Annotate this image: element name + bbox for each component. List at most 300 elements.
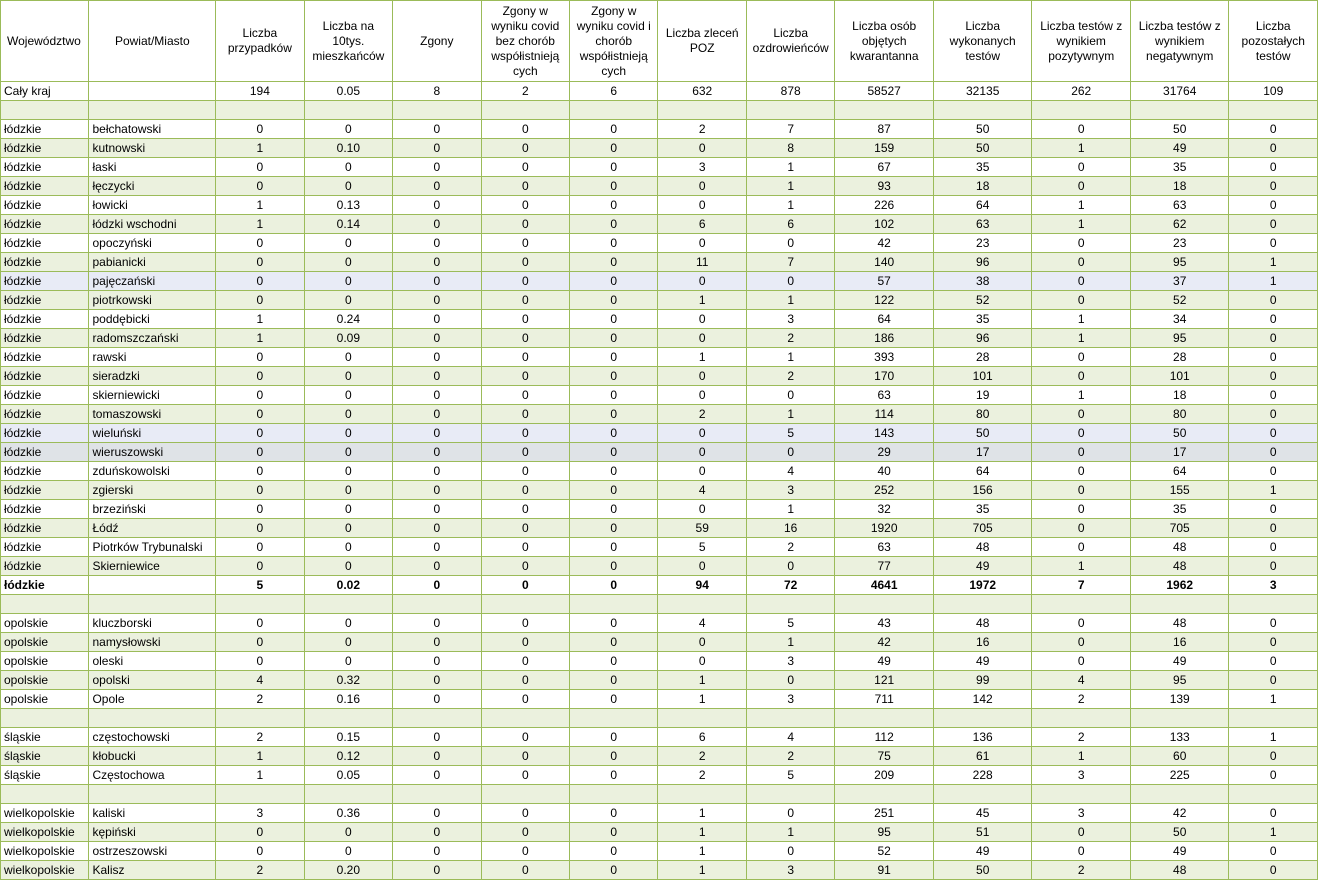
cell-value: 0 [304, 519, 392, 538]
cell-value: 3 [1032, 804, 1131, 823]
cell-value: 0 [304, 652, 392, 671]
cell-value: 0 [393, 766, 481, 785]
cell-value: 95 [1130, 329, 1229, 348]
cell-value: 225 [1130, 766, 1229, 785]
cell-value: 0 [570, 405, 658, 424]
cell-value: 0 [216, 120, 304, 139]
cell-value: 0 [481, 747, 569, 766]
cell-value: 0 [658, 177, 746, 196]
cell-value: 0 [216, 652, 304, 671]
cell-value: 19 [933, 386, 1032, 405]
cell-value: 1972 [933, 576, 1032, 595]
cell-value: 43 [835, 614, 934, 633]
cell-value [835, 101, 934, 120]
cell-powiat: pabianicki [89, 253, 216, 272]
cell-value: 49 [933, 557, 1032, 576]
cell-value: 1 [658, 690, 746, 709]
cell-value: 0 [570, 443, 658, 462]
cell-value: 1 [746, 500, 834, 519]
cell-value: 0 [393, 500, 481, 519]
cell-value: 2 [1032, 690, 1131, 709]
cell-value: 0 [658, 272, 746, 291]
cell-value: 0 [570, 177, 658, 196]
cell-value [658, 595, 746, 614]
cell-value: 63 [835, 538, 934, 557]
cell-powiat: zgierski [89, 481, 216, 500]
cell-value: 50 [1130, 120, 1229, 139]
cell-value: 0 [481, 557, 569, 576]
cell-value: 35 [1130, 158, 1229, 177]
cell-value: 1 [1229, 690, 1318, 709]
cell-value: 0 [216, 823, 304, 842]
cell-value: 0 [481, 234, 569, 253]
cell-value: 28 [933, 348, 1032, 367]
table-body [1, 82, 1318, 880]
cell-powiat: radomszczański [89, 329, 216, 348]
table-row [1, 158, 1318, 177]
cell-value: 0 [304, 348, 392, 367]
cell-value: 1 [1229, 728, 1318, 747]
cell-wojewodztwo: łódzkie [1, 253, 89, 272]
cell-value: 0.16 [304, 690, 392, 709]
cell-value: 42 [835, 234, 934, 253]
cell-value [1032, 785, 1131, 804]
cell-wojewodztwo: łódzkie [1, 424, 89, 443]
cell-value: 1 [1032, 747, 1131, 766]
cell-value: 0 [304, 177, 392, 196]
cell-value: 0 [393, 861, 481, 880]
cell-value: 1 [1229, 481, 1318, 500]
table-row [1, 519, 1318, 538]
cell-value: 0 [481, 633, 569, 652]
cell-value: 0 [1032, 120, 1131, 139]
cell-value: 0 [304, 291, 392, 310]
cell-value: 0 [393, 538, 481, 557]
cell-value: 0 [393, 671, 481, 690]
cell-value: 52 [835, 842, 934, 861]
cell-value: 143 [835, 424, 934, 443]
cell-value: 0 [481, 519, 569, 538]
table-row [1, 766, 1318, 785]
cell-value: 0.02 [304, 576, 392, 595]
cell-value [1229, 785, 1318, 804]
cell-value: 80 [1130, 405, 1229, 424]
cell-value: 49 [1130, 139, 1229, 158]
cell-value: 8 [393, 82, 481, 101]
cell-value: 0 [1229, 443, 1318, 462]
cell-value: 170 [835, 367, 934, 386]
cell-wojewodztwo: łódzkie [1, 139, 89, 158]
cell-value: 705 [933, 519, 1032, 538]
cell-value: 0 [216, 500, 304, 519]
spacer-row [1, 101, 1318, 120]
cell-value: 5 [216, 576, 304, 595]
cell-value: 194 [216, 82, 304, 101]
cell-value: 38 [933, 272, 1032, 291]
cell-value: 0 [393, 310, 481, 329]
cell-value: 0 [570, 633, 658, 652]
cell-value: 16 [746, 519, 834, 538]
cell-value: 1 [1229, 272, 1318, 291]
column-header: Liczba wykonanych testów [933, 1, 1032, 82]
cell-value: 0 [393, 633, 481, 652]
cell-value: 0 [570, 690, 658, 709]
cell-value [933, 101, 1032, 120]
cell-value: 0 [570, 139, 658, 158]
cell-value: 228 [933, 766, 1032, 785]
cell-wojewodztwo: wielkopolskie [1, 861, 89, 880]
cell-value: 0 [570, 481, 658, 500]
cell-value: 0 [304, 842, 392, 861]
cell-powiat [89, 576, 216, 595]
cell-value: 0 [393, 481, 481, 500]
cell-value: 0 [1229, 234, 1318, 253]
cell-value: 0 [481, 728, 569, 747]
cell-wojewodztwo: Cały kraj [1, 82, 89, 101]
table-row [1, 443, 1318, 462]
cell-value: 0 [1229, 500, 1318, 519]
cell-value: 1 [216, 329, 304, 348]
table-row [1, 139, 1318, 158]
cell-value [1229, 595, 1318, 614]
table-row [1, 481, 1318, 500]
cell-value: 109 [1229, 82, 1318, 101]
cell-value: 0 [481, 386, 569, 405]
cell-value: 0 [304, 272, 392, 291]
cell-value: 0 [481, 272, 569, 291]
cell-value: 0 [1229, 538, 1318, 557]
cell-value: 49 [933, 652, 1032, 671]
cell-value: 52 [1130, 291, 1229, 310]
table-row [1, 310, 1318, 329]
cell-value: 0 [570, 823, 658, 842]
cell-value: 0 [570, 747, 658, 766]
cell-value: 0 [570, 234, 658, 253]
cell-value [746, 785, 834, 804]
cell-value: 0.14 [304, 215, 392, 234]
cell-value: 1 [746, 177, 834, 196]
cell-value: 18 [933, 177, 1032, 196]
cell-value: 0.13 [304, 196, 392, 215]
cell-value: 0 [1229, 310, 1318, 329]
cell-value: 0 [393, 329, 481, 348]
cell-value: 0 [746, 842, 834, 861]
table-row [1, 196, 1318, 215]
cell-value: 0 [1032, 348, 1131, 367]
cell-value [216, 709, 304, 728]
cell-value: 0 [304, 234, 392, 253]
cell-value: 2 [216, 690, 304, 709]
cell-wojewodztwo: łódzkie [1, 481, 89, 500]
cell-value: 1 [658, 671, 746, 690]
cell-value [1032, 709, 1131, 728]
cell-value: 0 [481, 348, 569, 367]
cell-value [1130, 101, 1229, 120]
cell-value: 0 [393, 462, 481, 481]
column-header: Liczba testów z wynikiem negatywnym [1130, 1, 1229, 82]
cell-value: 0 [481, 253, 569, 272]
cell-value: 49 [835, 652, 934, 671]
cell-value: 6 [570, 82, 658, 101]
cell-value: 0 [481, 823, 569, 842]
table-row [1, 253, 1318, 272]
cell-value [393, 595, 481, 614]
cell-value: 139 [1130, 690, 1229, 709]
cell-value: 1 [658, 861, 746, 880]
cell-value: 5 [658, 538, 746, 557]
cell-value [835, 709, 934, 728]
cell-powiat: opolski [89, 671, 216, 690]
cell-value: 0 [570, 386, 658, 405]
cell-wojewodztwo: łódzkie [1, 234, 89, 253]
cell-value: 4641 [835, 576, 934, 595]
cell-value: 49 [933, 842, 1032, 861]
column-header: Liczba zleceń POZ [658, 1, 746, 82]
cell-value: 0 [393, 823, 481, 842]
cell-value: 0 [1229, 842, 1318, 861]
cell-powiat: kutnowski [89, 139, 216, 158]
cell-value [933, 785, 1032, 804]
cell-wojewodztwo: łódzkie [1, 177, 89, 196]
cell-value: 63 [933, 215, 1032, 234]
cell-powiat: łowicki [89, 196, 216, 215]
cell-value: 6 [658, 215, 746, 234]
cell-value: 1 [746, 405, 834, 424]
cell-value [481, 595, 569, 614]
cell-value: 1 [658, 348, 746, 367]
cell-powiat: kaliski [89, 804, 216, 823]
cell-value: 32135 [933, 82, 1032, 101]
cell-value: 1 [216, 196, 304, 215]
cell-value: 3 [216, 804, 304, 823]
cell-value: 0 [570, 367, 658, 386]
cell-value: 1 [658, 291, 746, 310]
cell-wojewodztwo: łódzkie [1, 120, 89, 139]
cell-value: 48 [1130, 538, 1229, 557]
cell-value: 0 [658, 557, 746, 576]
table-row [1, 728, 1318, 747]
cell-value: 0 [481, 443, 569, 462]
cell-value: 4 [658, 614, 746, 633]
cell-value: 0 [393, 291, 481, 310]
table-row [1, 424, 1318, 443]
cell-value: 57 [835, 272, 934, 291]
cell-value: 6 [746, 215, 834, 234]
cell-value: 0 [570, 196, 658, 215]
cell-value: 0 [570, 576, 658, 595]
cell-value: 0 [1032, 500, 1131, 519]
total-row [1, 576, 1318, 595]
table-row [1, 652, 1318, 671]
cell-value: 0 [216, 348, 304, 367]
cell-value: 136 [933, 728, 1032, 747]
cell-value: 0 [304, 367, 392, 386]
cell-value: 0 [658, 310, 746, 329]
cell-value: 3 [658, 158, 746, 177]
cell-value: 0 [393, 177, 481, 196]
cell-value: 0 [1229, 804, 1318, 823]
cell-powiat: Piotrków Trybunalski [89, 538, 216, 557]
cell-powiat: pajęczański [89, 272, 216, 291]
cell-value: 0 [304, 158, 392, 177]
cell-value: 878 [746, 82, 834, 101]
cell-value: 0 [216, 158, 304, 177]
cell-value [835, 785, 934, 804]
table-row [1, 348, 1318, 367]
cell-value: 0 [1229, 424, 1318, 443]
cell-value: 0 [393, 253, 481, 272]
cell-value: 1 [658, 842, 746, 861]
table-row [1, 804, 1318, 823]
cell-value: 0 [1032, 272, 1131, 291]
cell-value: 0 [570, 462, 658, 481]
cell-wojewodztwo: łódzkie [1, 538, 89, 557]
cell-wojewodztwo: łódzkie [1, 443, 89, 462]
cell-powiat [89, 82, 216, 101]
cell-value: 0 [481, 766, 569, 785]
cell-value: 96 [933, 329, 1032, 348]
cell-value: 186 [835, 329, 934, 348]
cell-powiat: Łódź [89, 519, 216, 538]
cell-value: 0 [216, 386, 304, 405]
cell-wojewodztwo: łódzkie [1, 272, 89, 291]
table-row [1, 367, 1318, 386]
cell-wojewodztwo: łódzkie [1, 196, 89, 215]
cell-value: 2 [746, 747, 834, 766]
cell-value: 64 [1130, 462, 1229, 481]
cell-value: 99 [933, 671, 1032, 690]
cell-value: 95 [1130, 253, 1229, 272]
cell-value: 1 [1032, 215, 1131, 234]
cell-wojewodztwo: opolskie [1, 690, 89, 709]
cell-value: 0.10 [304, 139, 392, 158]
cell-value: 155 [1130, 481, 1229, 500]
cell-value [393, 785, 481, 804]
column-header: Liczba testów z wynikiem pozytywnym [1032, 1, 1131, 82]
cell-value: 0 [570, 120, 658, 139]
cell-wojewodztwo: łódzkie [1, 405, 89, 424]
cell-wojewodztwo: łódzkie [1, 215, 89, 234]
cell-value: 121 [835, 671, 934, 690]
cell-value: 0 [481, 310, 569, 329]
cell-powiat: ostrzeszowski [89, 842, 216, 861]
cell-powiat: brzeziński [89, 500, 216, 519]
cell-value: 0 [570, 804, 658, 823]
table-row [1, 538, 1318, 557]
cell-value: 32 [835, 500, 934, 519]
cell-value: 1 [1229, 823, 1318, 842]
cell-powiat [89, 785, 216, 804]
cell-value: 50 [1130, 424, 1229, 443]
cell-value: 0 [216, 462, 304, 481]
cell-value: 64 [835, 310, 934, 329]
cell-value: 1 [746, 348, 834, 367]
cell-value: 42 [1130, 804, 1229, 823]
cell-value: 1 [1032, 386, 1131, 405]
table-row [1, 234, 1318, 253]
cell-wojewodztwo: wielkopolskie [1, 804, 89, 823]
cell-value: 102 [835, 215, 934, 234]
cell-value [481, 785, 569, 804]
cell-value: 2 [1032, 728, 1131, 747]
cell-value: 0 [570, 215, 658, 234]
cell-value: 0 [570, 652, 658, 671]
cell-value: 0 [393, 804, 481, 823]
cell-value: 101 [1130, 367, 1229, 386]
cell-powiat: namysłowski [89, 633, 216, 652]
cell-value: 1 [1032, 557, 1131, 576]
table-row [1, 671, 1318, 690]
cell-value: 50 [933, 120, 1032, 139]
table-row [1, 329, 1318, 348]
cell-value: 0 [1032, 405, 1131, 424]
cell-powiat: wieruszowski [89, 443, 216, 462]
cell-value: 0 [481, 481, 569, 500]
cell-powiat: łódzki wschodni [89, 215, 216, 234]
cell-value: 0.05 [304, 82, 392, 101]
cell-value: 64 [933, 462, 1032, 481]
cell-value: 37 [1130, 272, 1229, 291]
cell-value: 0 [216, 367, 304, 386]
cell-value: 5 [746, 424, 834, 443]
cell-value: 50 [933, 861, 1032, 880]
cell-value: 1 [1032, 139, 1131, 158]
cell-value: 0.05 [304, 766, 392, 785]
cell-value: 0 [481, 424, 569, 443]
cell-value: 34 [1130, 310, 1229, 329]
cell-value: 3 [1229, 576, 1318, 595]
cell-value: 0 [481, 671, 569, 690]
cell-value: 0.12 [304, 747, 392, 766]
cell-value: 0 [304, 823, 392, 842]
cell-value: 7 [746, 120, 834, 139]
table-row [1, 747, 1318, 766]
cell-value: 1 [1032, 196, 1131, 215]
cell-value: 0.09 [304, 329, 392, 348]
cell-wojewodztwo: łódzkie [1, 462, 89, 481]
cell-wojewodztwo: łódzkie [1, 576, 89, 595]
cell-value: 0 [216, 443, 304, 462]
cell-powiat [89, 595, 216, 614]
cell-wojewodztwo: opolskie [1, 614, 89, 633]
cell-value: 0 [570, 158, 658, 177]
cell-value: 0 [1032, 234, 1131, 253]
cell-value: 1 [1229, 253, 1318, 272]
cell-value: 0 [304, 633, 392, 652]
table-row [1, 842, 1318, 861]
cell-value: 0 [1229, 120, 1318, 139]
cell-value [746, 595, 834, 614]
cell-value: 0 [1229, 196, 1318, 215]
cell-value: 0 [481, 652, 569, 671]
cell-value: 0 [1032, 367, 1131, 386]
cell-value: 17 [933, 443, 1032, 462]
cell-value: 0 [481, 576, 569, 595]
table-row [1, 272, 1318, 291]
cell-value: 35 [933, 158, 1032, 177]
cell-value: 50 [1130, 823, 1229, 842]
cell-value: 0 [216, 405, 304, 424]
cell-value: 0 [393, 348, 481, 367]
cell-value: 142 [933, 690, 1032, 709]
cell-value: 16 [933, 633, 1032, 652]
cell-value: 1 [746, 196, 834, 215]
cell-value [570, 101, 658, 120]
cell-value: 0 [1229, 519, 1318, 538]
cell-powiat: tomaszowski [89, 405, 216, 424]
cell-value: 0 [393, 234, 481, 253]
cell-value: 95 [835, 823, 934, 842]
